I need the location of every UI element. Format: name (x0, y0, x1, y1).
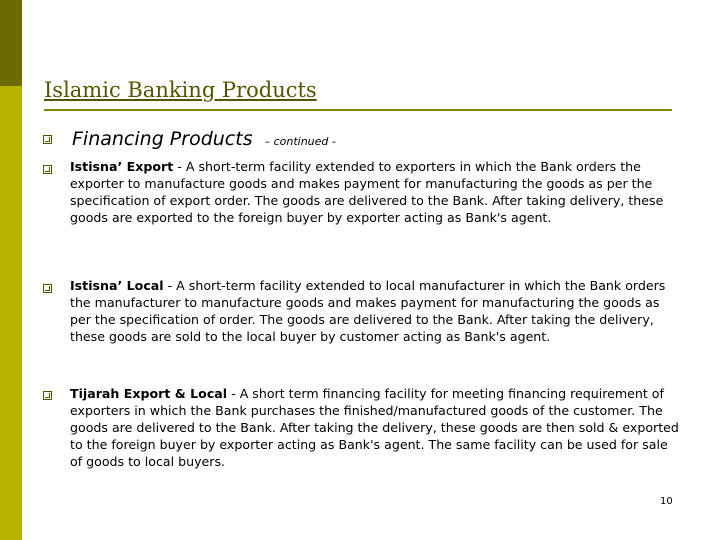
page-number: 10 (660, 496, 673, 507)
left-accent-bar-top (0, 0, 22, 86)
section-heading (72, 128, 336, 150)
item-description: A short term financing facility for meeting financing requirement of exporters in which the Bank purchases the finished/manufactured goods of the customer. The goods are delivered to the Bank. After taking the delivery, these goods are then sold & exported to the foreign buyer by exporter acting as Bank's agent. The same facility can be used for sale of goods to local buyers. (70, 386, 679, 469)
bullet-icon (43, 165, 52, 174)
bullet-icon (43, 284, 52, 293)
list-item (70, 277, 682, 345)
heading-text: Financing Products (72, 128, 253, 150)
item-term: Tijarah Export & Local (70, 386, 228, 401)
bullet-icon (43, 391, 52, 400)
item-description: A short-term facility extended to local manufacturer in which the Bank orders the manufacturer to manufacture goods and makes payment for manufacturing the goods as per the specification of order. The goods are delivered to the Bank. After taking the delivery, these goods are sold to the local buyer by customer acting as Bank's agent. (70, 278, 666, 344)
list-item (70, 385, 682, 470)
item-separator: - (227, 386, 240, 401)
item-separator: - (173, 159, 186, 174)
bullet-icon (43, 135, 52, 144)
item-term: Istisna’ Local (70, 278, 164, 293)
item-separator: - (163, 278, 177, 293)
heading-note: – continued - (264, 135, 336, 148)
list-item (70, 158, 682, 226)
slide-title: Islamic Banking Products (44, 78, 317, 102)
title-underline-rule (44, 109, 672, 111)
item-term: Istisna’ Export (70, 159, 174, 174)
item-description: A short-term facility extended to exporters in which the Bank orders the exporter to manufacture goods and makes payment for manufacturing the goods as per the specification of export order. The goods are delivered to the Bank. After taking delivery, these goods are exported to the foreign buyer by exporter acting as Bank's agent. (70, 159, 664, 225)
